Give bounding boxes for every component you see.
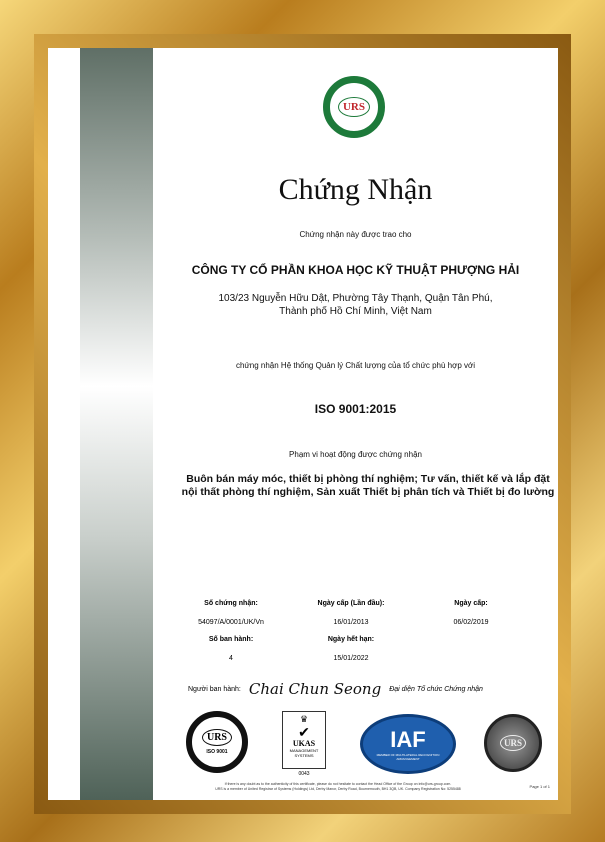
signature: Chai Chun Seong [248, 680, 382, 698]
edition: 4 [229, 655, 233, 662]
iso-standard: ISO 9001:2015 [314, 402, 397, 416]
iaf-ring-text: MEMBER OF MULTILATERAL RECOGNITION ARRANGEMENT [376, 753, 440, 761]
certificate-title: Chứng Nhận [278, 173, 433, 206]
decorative-stripe [80, 48, 153, 800]
seal-text: URS [500, 735, 526, 751]
scope-text: Buôn bán máy móc, thiết bị phòng thí nghiệm; Tư vấn, thiết kế và lắp đặt nội thất phòng thí nghiệm, Sản xuất Thiết bị phân tích và Thiết bị đo lường [181, 473, 555, 498]
ukas-logo [282, 711, 326, 769]
address-line-1: 103/23 Nguyễn Hữu Dật, Phường Tây Thạnh, Quận Tân Phú, [218, 293, 493, 304]
crown-icon: ♛ [299, 714, 309, 724]
iso-9001-mark: ISO 9001 [206, 749, 228, 755]
footer-line-1: If there is any doubt as to the authenticity of this certificate, please do not hesitate to contact the Head Office of the Group on info@urs-group.com. [224, 782, 452, 786]
ukas-number: 0043 [298, 771, 310, 777]
ukas-subtext: MANAGEMENT SYSTEMS [289, 748, 319, 758]
iaf-text: IAF [390, 727, 426, 752]
first-issue-label: Ngày cấp (Lần đầu): [317, 600, 385, 607]
certificate-paper [48, 48, 558, 800]
ukas-text: UKAS [292, 739, 316, 748]
scope-label: Phạm vi hoạt động được chứng nhận [289, 450, 422, 459]
issue-label: Ngày cấp: [454, 600, 488, 607]
first-issue-date: 16/01/2013 [333, 619, 369, 626]
edition-label: Số ban hành: [208, 636, 254, 643]
footer-text [188, 782, 488, 792]
signatory-role: Đại diện Tổ chức Chứng nhận [389, 685, 483, 693]
urs-logo-text: URS [338, 97, 370, 117]
urs-iso9001-logo [186, 711, 248, 773]
issue-date: 06/02/2019 [453, 619, 489, 626]
awarded-to-text: Chứng nhận này được trao cho [299, 230, 412, 239]
footer-line-2: URS is a member of United Registrar of Systems (Holdings) Ltd, Derby Manor, Derby Road, Bournemouth, BH1 3QB, UK. Company Registration No: 5255488 [215, 787, 461, 791]
address-line-2: Thành phố Hồ Chí Minh, Việt Nam [279, 306, 432, 317]
iaf-logo [360, 714, 456, 774]
urs-seal [484, 714, 542, 772]
certification-statement: chứng nhận Hệ thống Quản lý Chất lượng của tổ chức phù hợp với [235, 361, 476, 370]
tick-icon: ✔ [298, 724, 310, 740]
issuer-label: Người ban hành: [188, 685, 241, 693]
company-name: CÔNG TY CỔ PHẦN KHOA HỌC KỸ THUẬT PHƯỢNG HẢI [191, 263, 520, 277]
cert-no-label: Số chứng nhận: [204, 600, 258, 607]
expiry-label: Ngày hết hạn: [327, 636, 375, 643]
urs-mark: URS [202, 729, 232, 746]
page-number: Page 1 of 1 [529, 784, 550, 789]
urs-logo [323, 76, 385, 138]
expiry-date: 15/01/2022 [333, 655, 369, 662]
cert-no: 54097/A/0001/UK/Vn [198, 619, 264, 626]
